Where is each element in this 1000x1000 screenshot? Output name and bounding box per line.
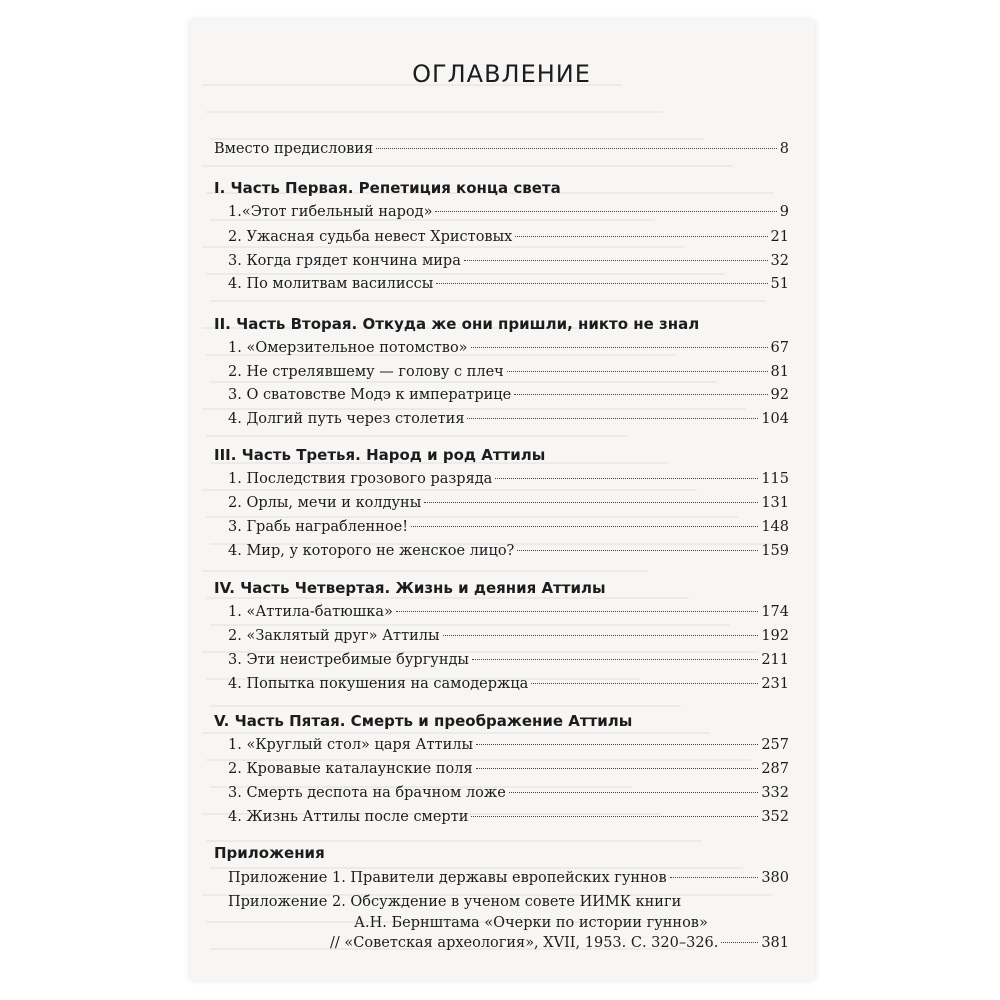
bleed-line — [202, 732, 710, 734]
bleed-line — [210, 300, 766, 302]
toc-entry — [228, 543, 789, 559]
entry-label: 4. Долгий путь через столетия — [228, 411, 465, 427]
book-page — [190, 20, 815, 980]
entry-label: 3. Когда грядет кончина мира — [228, 253, 461, 269]
entry-page: 332 — [761, 785, 789, 801]
leader-dots — [670, 877, 759, 878]
bleed-line — [206, 840, 702, 842]
entry-label: 2. Не стрелявшему — голову с плеч — [228, 364, 504, 380]
part-heading: V. Часть Пятая. Смерть и преображение Аттилы — [214, 712, 633, 730]
part-heading: IV. Часть Четвертая. Жизнь и деяния Аттилы — [214, 579, 606, 597]
leader-dots — [514, 394, 767, 395]
entry-label: 1. «Омерзительное потомство» — [228, 340, 468, 356]
entry-label: Приложение 1. Правители державы европейских гуннов — [228, 870, 667, 886]
leader-dots — [471, 816, 758, 817]
entry-page: 8 — [779, 141, 789, 157]
entry-label: 4. Попытка покушения на самодержца — [228, 676, 529, 692]
entry-label: 4. По молитвам василиссы — [228, 276, 434, 292]
leader-dots — [411, 526, 758, 527]
bleed-line — [202, 570, 648, 572]
leader-dots — [464, 260, 768, 261]
toc-entry — [228, 387, 789, 403]
entry-label: 3. О сватовстве Модэ к императрице — [228, 387, 512, 403]
toc-entry — [228, 340, 789, 356]
bleed-line — [210, 705, 681, 707]
entry-page: 159 — [761, 543, 789, 559]
entry-label: 3. Эти неистребимые бургунды — [228, 652, 469, 668]
appendix-2-line-2: А.Н. Бернштама «Очерки по истории гуннов» — [354, 915, 708, 931]
bleed-line — [206, 111, 663, 113]
appendix-heading: Приложения — [214, 844, 325, 862]
entry-page: 92 — [770, 387, 789, 403]
toc-entry — [228, 364, 789, 380]
entry-label: 4. Жизнь Аттилы после смерти — [228, 809, 469, 825]
toc-entry — [228, 737, 789, 753]
leader-dots — [507, 371, 768, 372]
toc-entry — [228, 785, 789, 801]
toc-entry — [228, 628, 789, 644]
bleed-line — [202, 489, 697, 491]
leader-dots — [424, 502, 758, 503]
toc-entry-preface — [214, 141, 789, 157]
toc-entry — [228, 253, 789, 269]
entry-label: 3. Грабь награбленное! — [228, 519, 409, 535]
bleed-line — [210, 624, 730, 626]
entry-label: 2. Кровавые каталаунские поля — [228, 761, 473, 777]
leader-dots — [517, 550, 758, 551]
leader-dots — [476, 744, 758, 745]
leader-dots — [435, 211, 776, 212]
entry-page: 352 — [761, 809, 789, 825]
bleed-line — [210, 138, 704, 140]
toc-entry — [228, 761, 789, 777]
appendix-2-line-1: Приложение 2. Обсуждение в ученом совете ИИМК книги — [228, 894, 682, 910]
entry-page: 104 — [761, 411, 789, 427]
entry-page: 231 — [761, 676, 789, 692]
toc-entry — [228, 229, 789, 245]
toc-entry — [228, 495, 789, 511]
entry-page: 211 — [761, 652, 789, 668]
toc-entry — [228, 809, 789, 825]
bleed-line — [206, 435, 627, 437]
leader-dots — [495, 478, 758, 479]
leader-dots — [396, 611, 758, 612]
entry-page: 381 — [761, 935, 789, 951]
toc-entry-appendix-2 — [330, 935, 789, 951]
bleed-line — [206, 516, 738, 518]
bleed-line — [202, 165, 733, 167]
toc-entry — [228, 519, 789, 535]
entry-label: 1. Последствия грозового разряда — [228, 471, 493, 487]
part-heading: II. Часть Вторая. Откуда же они пришли, никто не знал — [214, 315, 700, 333]
entry-page: 174 — [761, 604, 789, 620]
leader-dots — [515, 236, 767, 237]
bleed-line — [202, 408, 746, 410]
entry-label: Вместо предисловия — [214, 141, 374, 157]
leader-dots — [443, 635, 759, 636]
entry-label: 3. Смерть деспота на брачном ложе — [228, 785, 506, 801]
toc-entry — [228, 604, 789, 620]
bleed-line — [202, 246, 684, 248]
part-heading: III. Часть Третья. Народ и род Аттилы — [214, 446, 546, 464]
leader-dots — [467, 418, 758, 419]
bleed-line — [210, 381, 717, 383]
leader-dots — [471, 347, 768, 348]
entry-label: 1. «Аттила-батюшка» — [228, 604, 393, 620]
entry-page: 148 — [761, 519, 789, 535]
leader-dots — [376, 148, 777, 149]
entry-label: 1.«Этот гибельный народ» — [228, 204, 433, 220]
toc-entry — [228, 652, 789, 668]
leader-dots — [436, 283, 767, 284]
toc-entry — [228, 411, 789, 427]
leader-dots — [721, 942, 758, 943]
toc-entry — [228, 471, 789, 487]
entry-label: 4. Мир, у которого не женское лицо? — [228, 543, 515, 559]
entry-page: 67 — [770, 340, 789, 356]
entry-label: // «Советская археология», XVII, 1953. С. 320–326. — [330, 935, 719, 951]
leader-dots — [531, 683, 758, 684]
leader-dots — [509, 792, 759, 793]
entry-page: 9 — [779, 204, 789, 220]
toc-title: ОГЛАВЛЕНИЕ — [412, 60, 591, 88]
toc-entry — [228, 676, 789, 692]
bleed-line — [210, 867, 743, 869]
entry-page: 287 — [761, 761, 789, 777]
entry-page: 192 — [761, 628, 789, 644]
entry-page: 21 — [770, 229, 789, 245]
entry-label: 2. Ужасная судьба невест Христовых — [228, 229, 513, 245]
toc-entry — [228, 204, 789, 220]
part-heading: I. Часть Первая. Репетиция конца света — [214, 179, 561, 197]
entry-page: 32 — [770, 253, 789, 269]
entry-label: 2. «Заклятый друг» Аттилы — [228, 628, 440, 644]
bleed-line — [206, 273, 725, 275]
entry-page: 257 — [761, 737, 789, 753]
entry-label: 2. Орлы, мечи и колдуны — [228, 495, 422, 511]
entry-page: 380 — [761, 870, 789, 886]
entry-page: 81 — [770, 364, 789, 380]
bleed-line — [206, 597, 689, 599]
leader-dots — [472, 659, 758, 660]
entry-page: 51 — [770, 276, 789, 292]
leader-dots — [476, 768, 759, 769]
entry-page: 115 — [761, 471, 789, 487]
entry-label: 1. «Круглый стол» царя Аттилы — [228, 737, 473, 753]
toc-entry-appendix-1 — [228, 870, 789, 886]
toc-entry — [228, 276, 789, 292]
entry-page: 131 — [761, 495, 789, 511]
